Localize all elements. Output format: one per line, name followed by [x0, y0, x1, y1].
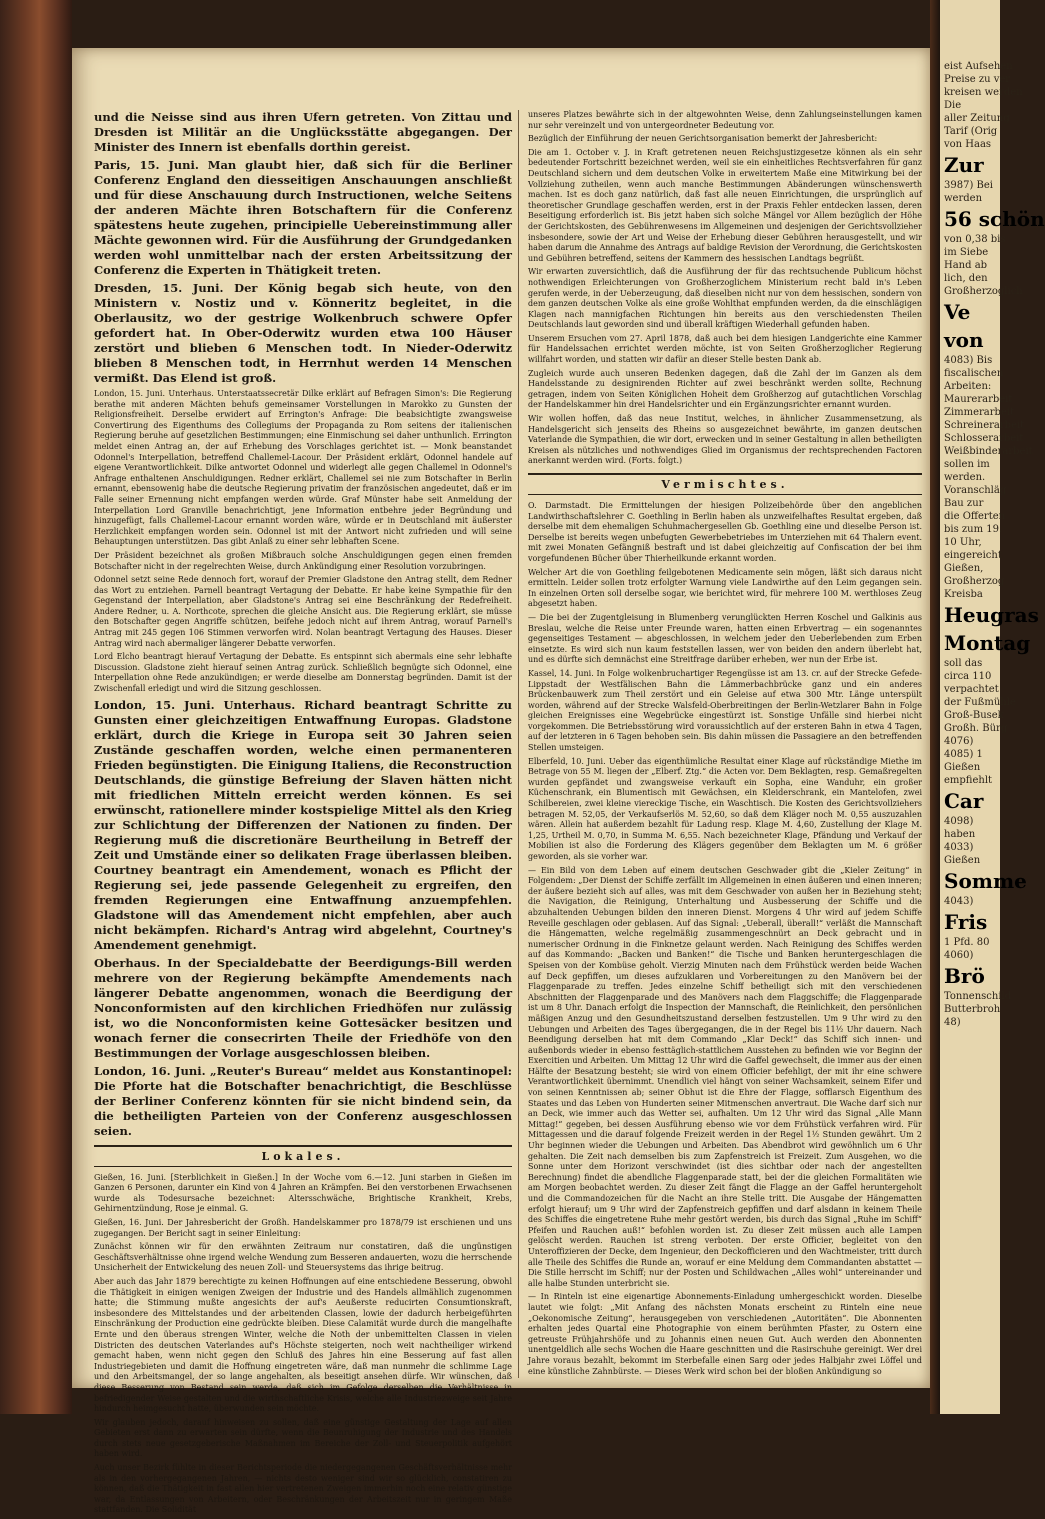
page-gutter [930, 0, 940, 1414]
next-page-line: aller Zeitung [944, 113, 1010, 124]
verm-kassel: Kassel, 14. Juni. In Folge wolkenbruchartiger Regengüsse ist am 13. cr. auf der Strecke Gefede-Lippstadt der Westfälischen Bahn die Lämmerbachbrücke ganz und ein anderes Brückenbauwerk zum Theil zerstört und ein Geleise auf etwa 300 Mtr. Länge unterspült worden, während auf der Strecke Walsfeld-Oberbreitingen der Berlin-Wetzlarer Bahn in Folge gleichen Ereignisses eine Wegebrücke eingestürzt ist. Sonstige Unfälle sind hierbei nicht vorgekommen. Die Betriebsstörung wird voraussichtlich auf der ersteren Bahn in etwa 4 Tagen, auf der letzteren in 6 Tagen behoben sein. Bis dahin müssen die Passagiere an den betreffenden Stellen umsteigen. [528, 668, 922, 753]
next-page-line: Tonnenschild [944, 991, 1012, 1002]
report-cont-4: Wir erwarten zuversichtlich, daß die Ausführung der für das rechtsuchende Publicum höchst nothwendigen Erleichterungen von Großherzoglichem Ministerium recht bald in's Leben gerufen werde, in der Ueberzeugung, daß dieselben nicht nur von dem hessischen, sondern von dem ganzen deutschen Volke als eine große Wohlthat empfunden werden, da die einschlägigen Klagen nach mannigfachen Richtungen hin bereits aus den verschiedensten Theilen Deutschlands laut geworden sind und überall kräftigen Wiederhall gefunden haben. [528, 267, 922, 330]
newspaper-page [72, 48, 930, 1515]
next-page-line: soll das [944, 658, 983, 669]
next-page-line: 4076) [944, 736, 974, 747]
report-cont-1: unseres Platzes bewährte sich in der altgewohnten Weise, denn Zahlungseinstellungen kamen nur sehr vereinzelt und von untergeordneter Bedeutung vor. [528, 110, 922, 130]
next-page-line: lich, den [944, 273, 988, 284]
verm-elberfeld: Elberfeld, 10. Juni. Ueber das eigenthümliche Resultat einer Klage auf rückständige Miethe im Betrage von 55 M. liegen der „Elberf. Ztg.“ die Acten vor. Dem Beklagten, resp. Gemaßregelten wurden gepfändet und zwangsweise verkauft ein Sopha, eine Wanduhr, ein großer Küchenschrank, ein Blumentisch mit Gewächsen, ein Kleiderschrank, ein Mantelofen, zwei Schilbereien, zwei kleine viereckige Tische, ein Waschtisch. Die Kosten des Gerichtsvollziehers betragen M. 52,05, der Verkaufserlös M. 52,60, so daß dem Kläger noch M. 0,55 auszuzahlen wären. Allein hat außerdem bezahlt für Ladung resp. Klage M. 4,60, Zustellung der Klage M. 1,25, Urtheil M. 0,70, in Summa M. 6,55. Nach bezeichneter Klage, Pfändung und Verkauf der Mobilien ist also die Forderung des Klägers gegenüber dem Beklagten um M. 6 größer geworden, als sie vorher war. [528, 756, 922, 861]
next-page-line: bis zum 19. [944, 524, 1003, 535]
next-page-line: von [944, 328, 984, 352]
next-page-line: Preise zu ver [944, 74, 1011, 85]
column-divider [518, 110, 519, 1378]
next-page-line: Schlosserarbeit [944, 433, 1024, 444]
lokales-quote-3: Wir glauben jedoch, darauf hinweisen zu sollen, daß eine günstige Gestaltung der Lage auf allen Gebieten erst dann zu erwarten sein dürfte, wenn die Beunruhigung der Industrie und des Handels durch stets neue gesetzgeberische Maßnahmen im Bereiche der Zoll- und Steuerpolitik aufgehört haben wird. [94, 1417, 512, 1459]
next-page-line: von Haas [944, 139, 992, 150]
next-page-line: verpachtet [944, 684, 999, 695]
next-page-line: eist Aufsehen [944, 61, 1013, 72]
right-column [528, 110, 922, 1380]
next-page-line: fiscalischen [944, 368, 1004, 379]
book-binding [0, 0, 72, 1414]
next-page-line: Butterbroh [944, 1004, 1001, 1015]
next-page-line: Groß-Busek [944, 710, 1004, 721]
article-london-1-cont2: Odonnel setzt seine Rede dennoch fort, worauf der Premier Gladstone den Antrag stellt, dem Redner das Wort zu entziehen. Parnell beantragt Vertagung der Debatte. Er habe keine Sympathie für den Gegenstand der Interpellation, aber Gladstone's Antrag sei eine Beschränkung der Redefreiheit. Andere Redner, u. A. Northcote, sprechen die gleiche Ansicht aus. Die Regierung erklärt, sie müsse den Botschafter gegen Angriffe schützen, beifehe jedoch nicht auf ihrem Antrag, worauf Parnell's Antrag mit 245 gegen 106 Stimmen verworfen wird. Nolan beantragt Vertagung des Hauses. Dieser Antrag wird nach abermaliger längerer Debatte verworfen. [94, 575, 512, 648]
next-page-line: 1 Pfd. 80 [944, 937, 990, 948]
next-page-line: Kreisba [944, 589, 983, 600]
verm-darmstadt-cont: Welcher Art die von Goethling feilgebotenen Medicamente sein mögen, läßt sich daraus nicht ermitteln. Leider sollen trotz erfolgter Warnung viele Landwirthe auf den Leim gegangen sein. In einzelnen Orten soll derselbe sogar, wie berichtet wird, für mehrere 100 M. werthloses Zeug abgesetzt haben. [528, 567, 922, 609]
next-page-line: die Offerten [944, 511, 1006, 522]
next-page-line: werden. [944, 472, 986, 483]
next-page-line: eingereicht [944, 550, 1002, 561]
next-page-line: Die [944, 100, 962, 111]
section-heading-vermischtes: Vermischtes. [528, 473, 922, 495]
article-dresden: Dresden, 15. Juni. Der König begab sich heute, von den Ministern v. Nostiz und v. Könneritz begleitet, in die Oberlausitz, wo der gestrige Wolkenbruch schwere Opfer gefordert hat. In Ober-Oderwitz wurden etwa 100 Häuser zerstört und blieben 6 Menschen todt. In Nieder-Oderwitz blieben 8 Menschen todt, in Herrnhut werden 14 Menschen vermißt. Das Elend ist groß. [94, 281, 512, 385]
lokales-quote-2: Aber auch das Jahr 1879 berechtigte zu keinen Hoffnungen auf eine entschiedene Besserung, obwohl die Thätigkeit in einigen wenigen Zweigen der Industrie und des Handels allmählich zugenommen hatte; die Stimmung mußte angesichts der auf's Aeußerste reducirten Consumtionskraft, insbesondere des Mittelstandes und der arbeitenden Classen, lowie der dadurch herbeigeführten Einschränkung der Production eine gedrückte bleiben. Diese Calamität wurde durch die mangelhafte Ernte und den überaus strengen Winter, welche die Noth der unbemittelten Classen in vielen Districten des deutschen Vaterlandes auf's Höchste steigerten, noch weit nachtheiliger wirkend gemacht haben, wenn nicht gegen den Schluß des Jahres hin eine Besserung auf fast allen Industriegebieten und damit die Hoffnung eingetreten wäre, daß man nunmehr die schlimme Lage und den Arbeitsmangel, der so lange angehalten, als beseitigt ansehen dürfe. Wir wünschen, daß diese Besserung von Bestand sein werde, daß sich im Gefolge derselben die Verhältnisse in befriedigender Weise gestalten und die wirthschaftliche Krisis, welche alle Industriezweige seit Jahre hindurch heimgesucht hatte, überwunden sein möchte. [94, 1276, 512, 1414]
report-cont-5: Unserem Ersuchen vom 27. April 1878, daß auch bei dem hiesigen Landgerichte eine Kammer für Handelssachen errichtet werden möchte, ist von Seiten Großherzoglicher Regierung willfahrt worden, und statten wir dafür an dieser Stelle besten Dank ab. [528, 333, 922, 365]
next-page-line: circa 110 [944, 671, 992, 682]
lokales-quote-4: Auch unser Bezirk fühlte in dieser Berichtsperiode die niedergegangenen Geschäftsverhältnisse mehr als in den vorhergegangenen Jahren, — nichts desto weniger sind wir so glücklich, constatiren zu können, daß die Thätigkeit in fast allen hier vertretenen Zweigen immerhin noch eine relativ günstige war, da Entlassungen von Arbeitern, oder Beschränkungen der Arbeitszeit nur in geringem Maße stattfanden. Die Solidität [94, 1463, 512, 1515]
lokales-giessen-1: Gießen, 16. Juni. [Sterblichkeit in Gießen.] In der Woche vom 6.—12. Juni starben in Gießen im Ganzen 6 Personen, darunter ein Kind von 4 Jahren an Krämpfen. Bei den verstorbenen Erwachsenen wurde als Todesursache bezeichnet: Altersschwäche, Brightische Krankheit, Krebs, Gehirnentzündung, Rose je einmal. G. [94, 1172, 512, 1214]
article-neisse: und die Neisse sind aus ihren Ufern getreten. Von Zittau und Dresden ist Militär an die Unglücksstätte abgegangen. Der Minister des Innern ist ebenfalls dorthin gereist. [94, 110, 512, 154]
next-page-line: Somme [944, 869, 1027, 893]
article-paris: Paris, 15. Juni. Man glaubt hier, daß sich für die Berliner Conferenz England den diesseitigen Anschauungen anschließt und für diese Anschauung durch Instructionen, welche Seitens der anderen Mächte ihren Botschaftern für die Conferenz spätestens heute zugehen, principielle Uebereinstimmung aller Mächte gewonnen wird. Für die Ausführung der Grundgedanken werden wohl unmittelbar nach der ersten Arbeitssitzung der Conferenz die Experten in Thätigkeit treten. [94, 158, 512, 277]
article-london-1: London, 15. Juni. Unterhaus. Unterstaatssecretär Dilke erklärt auf Befragen Simon's: Die Regierung berathe mit anderen Mächten behufs gemeinsamer Vorstellungen in Marokko zu Gunsten der Religionsfreiheit. Derselbe erwidert auf Errington's Anfrage: Die beabsichtigte zwangsweise Convertirung des Eigenthums des Collegiums der Propaganda zu Rom seitens der italienischen Regierung beruhe auf gesetzlichen Bestimmungen; eine Einmischung sei daher unthunlich. Errington meldet einen Antrag an, der auf Erhebung des Vorschlages gerichtet ist. — Monk beanstandet Odonnel's Interpellation, betreffend Challemel-Lacour. Der Präsident erklärt, Odonnel handele auf eigene Verantwortlichkeit. Dilke antwortet Odonnel und widerlegt alle gegen Challemel in Odonnel's Anfrage enthaltenen Anschuldigungen. Redner erklärt, Challemel sei nie zum Botschafter in Berlin ernannt, ebensowenig habe die deutsche Regierung privatim der französischen angedeutet, daß er im Falle seiner Ernennung nicht empfangen werden würde. Graf Münster habe seit Anmeldung der Interpellation Lord Granville benachrichtigt, jene Information entbehre jeder Begründung und hinzugefügt, falls Challemel-Lacour ernannt worden wäre, würde er in Deutschland mit äußerster Herzlichkeit empfangen worden sein. Odonnel ist mit der Antwort nicht zufrieden und will seine Behauptungen unterstützen. Das gibt Anlaß zu einer sehr lebhaften Scene. [94, 389, 512, 547]
verm-blumenberg: — Die bei der Zugentgleisung in Blumenberg verunglückten Herren Koschel und Galkinis aus Breslau, welche die Reise unter Freunde waren, hatten einen Erbvertrag — ein sogenanntes gegenseitiges Testament — abgeschlossen, in welchem jeder den Ueberlebenden zum Erben einsetzte. Es wird sich nun kaum feststellen lassen, wer von beiden den andern überlebt hat, und es dürfte sich demnächst eine Streitfrage darüber erheben, wer nun der Erbe ist. [528, 612, 922, 665]
next-page-line: Voranschläg [944, 485, 1007, 496]
report-cont-7: Wir wollen hoffen, daß das neue Institut, welches, in ähnlicher Zusammensetzung, als Handelsgericht sich jenseits des Rheins so ausgezeichnet bewährte, im ganzen deutschen Vaterlande die Sympathien, die wir dort, erwecken und in seiner Gestaltung in allen betheiligten Kreisen als nützliches und nothwendiges Glied im Organismus der rechtsprechenden Factoren anerkannt werden wird. (Forts. folgt.) [528, 414, 922, 466]
next-page-line: Tarif (Orig [944, 126, 998, 137]
next-page-line: Bau zur [944, 498, 984, 509]
next-page-line: Car [944, 789, 984, 813]
section-heading-lokales: Lokales. [94, 1145, 512, 1167]
lokales-giessen-2: Gießen, 16. Juni. Der Jahresbericht der Großh. Handelskammer pro 1878/79 ist erschienen und uns zugegangen. Der Bericht sagt in seiner Einleitung: [94, 1218, 512, 1238]
next-page-line: Hand ab [944, 260, 988, 271]
next-page-line: Schreinerarbeit [944, 420, 1025, 431]
next-page-line: Heugras [944, 603, 1039, 627]
verm-geschwader: — Ein Bild von dem Leben auf einem deutschen Geschwader gibt die „Kieler Zeitung“ in Folgendem: „Der Dienst der Schiffe zerfällt im Allgemeinen in einen äußeren und einen inneren; der äußere bezieht sich auf alles, was mit dem Geschwader von außen her in Beziehung steht; die Navigation, die Reinigung, Unterhaltung und Ausbesserung der Schiffe und die abzuhaltenden Uebungen bilden den inneren Dienst. Morgens 4 Uhr wird auf jedem Schiffe Reveille geschlagen oder geblasen. Auf das Signal: „Ueberall, überall!“ verläßt die Mannschaft die Hängematten, welche regelmäßig zusammengeschnürt an Deck gebracht und in numerischer Ordnung in die Finknetze gelaunt werden. Nach Reinigung des Schiffes werden auf das Kommando: „Backen und Banken!“ die Tische und Banken heruntergeschlagen die Speisen von der Kombüse geholt. Vierzig Minuten nach dem Frühstück werden beide Wachen auf Deck gepfiffen, um dieses aufzuklaren und Vorbereitungen zu den Manövern bei der Flaggenparade zu treffen. Jedes einzelne Schiff betheiligt sich mit den verschiedenen Abschnitten der Flaggenparade und des Manövers nach dem Flaggschiffe; die Flaggenparade ist um 8 Uhr. Danach erfolgt die Inspection der Mannschaft, die Reinlichkeit, den persönlichen mäßigen Anzug und den Gesundheitszustand derselben festzustellen. Um 9 Uhr wird zu den Uebungen und Arbeiten des Tages übergegangen, die in der Regel bis 11½ Uhr dauern. Nach Beendigung derselben hat mit dem Commando „Klar Deck!“ das Schiff sich innen- und außenbords wieder in ebenso festtäglich-stattlichem Ausstehen zu befinden wie vor Beginn der Exercitien und Arbeiten. Um Mittag 12 Uhr wird die Gaffel gewechselt, die immer aus der einen Hälfte der Besatzung besteht; sie wird von einem Officier befehligt, der mit ihr eine schwere Verantwortlichkeit übernimmt. Unendlich viel hängt von seiner Wachsamkeit, seinem Eifer und von seinen Kenntnissen ab; seiner Obhut ist die Ehre der Flagge, sofflarsch Eigenthum des Staates und das Leben von Hunderten seiner Mitmenschen anvertraut. Die Wache darf sich nur an Deck, wie immer auch das Wetter sei, aufhalten. Um 12 Uhr wird das Signal „Alle Mann Mittag!“ gegeben, bei dessen Ausführung ebenso wie vor dem Frühstück verfahren wird. Für Mittagessen und die darauf folgende Freizeit werden in der Regel 1½ Stunden gewährt. Um 2 Uhr beginnen wieder die Uebungen und Arbeiten. Das Abendbrot wird gewöhnlich um 6 Uhr gehalten. Die Zeit nach demselben bis zum Zapfenstreich ist Freizeit. Zum Ausgehen, wo die Sonne unter dem Horizont verschwindet (ist dies sichtbar oder nach der angestellten Berechnung) findet die abendliche Flaggenparade statt, bei der die gleichen Formalitäten wie am Morgen beobachtet werden. Zu dieser Zeit fängt die Flagge an der Gaffel heruntergeholt und die Commandozeichen für die Nacht an ihre Stelle tritt. Die Ausgabe der Hängematten erfolgt hierauf; um 9 Uhr wird der Zapfenstreich gepfiffen und darf alsdann in keinem Theile des Schiffes die eingetretene Ruhe mehr gestört werden, bis durch das Signal „Ruhe im Schiff“ Pfeifen und Rauchen auß!“ befohlen worden ist. Zu dieser Zeit müssen auch alle Lampen gelöscht werden. Rauchen ist streng verboten. Der erste Officier, begleitet von den Unteroffizieren der Decke, dem Ingenieur, den Deckofficieren und den Wachtmeister, tritt durch alle Theile des Schiffes die Runde an, worauf er eine Meldung dem Commandanten abstattet — Die Stille herrscht im Schiff; nur der Posten und Schildwachen „Alles wohl“ untereinander und alle halbe Stunden unterbricht sie. [528, 865, 922, 1288]
verm-darmstadt: O. Darmstadt. Die Ermittelungen der hiesigen Polizeibehörde über den angeblichen Landwirthschaftslehrer C. Goethling in Berlin haben als unzweifelhaftes Resultat ergeben, daß derselbe mit dem ehemaligen Schuhmachergesellen Gb. Goethling eine und dieselbe Person ist. Derselbe ist bereits wegen unbefugten Gewerbebetriebes im Unterziehen mit 64 Thalern event. mit zwei Monaten Gefängniß bestraft und ist dabei gleichzeitig auf Confiscation der bei ihm vorgefundenen Bücher über Thierheilkunde erkannt worden. [528, 501, 922, 563]
next-page-line: Ve [944, 300, 971, 324]
next-page-line: haben [944, 829, 976, 840]
next-page-line: werden [944, 193, 983, 204]
next-page-line: Gießen [944, 762, 981, 773]
next-page-fragment [940, 0, 1045, 1414]
report-cont-6: Zugleich wurde auch unseren Bedenken dagegen, daß die Zahl der im Ganzen als dem Handelsstande zu designirenden Richter auf zwei beschränkt werden sollte, Rechnung getragen, indem von Seiten Königlichen Hoheit dem Großherzog auf gutachtlichen Vorschlag der Handelskammer hin drei Handelsrichter und ein Ergänzungsrichter ernannt wurden. [528, 368, 922, 410]
next-page-line: Großherzoglich [944, 286, 1023, 297]
next-page-line: Großh. Bürg [944, 723, 1008, 734]
next-page-line: Weißbinderarbeit [944, 446, 1033, 457]
next-page-line: 56 schön [944, 207, 1045, 231]
article-reuter: London, 16. Juni. „Reuter's Bureau“ meldet aus Konstantinopel: Die Pforte hat die Botschafter benachrichtigt, die Beschlüsse der Berliner Conferenz könnten für sie nicht bindend sein, da die betheiligten Parteien von der Conferenz ausgeschlossen seien. [94, 1063, 512, 1138]
next-page-line: Gießen, [944, 563, 984, 574]
article-oberhaus: Oberhaus. In der Specialdebatte der Beerdigungs-Bill werden mehrere von der Regierung bekämpfte Amendements nach längerer Debatte angenommen, wonach die Beerdigung der Nonconformisten auf den kirchlichen Friedhöfen nur zulässig ist, wo die Nonconformisten keine Gottesäcker besitzen und wonach ferner die consecrirten Theile der Friedhöfe von den Bestimmungen der Vorlage ausgeschlossen bleiben. [94, 955, 512, 1060]
next-page-line: Großherzog [944, 576, 1005, 587]
next-page-line: 3987) Bei [944, 180, 993, 191]
next-page-line: 4085) 1 [944, 749, 983, 760]
report-cont-3: Die am 1. October v. J. in Kraft getretenen neuen Reichsjustizgesetze können als ein sehr bedeutender Fortschritt bezeichnet werden, weil sie ein einheitliches Rechtsverfahren für ganz Deutschland sichern und dem deutschen Volke in erweitertem Maße eine Mitwirkung bei der Vollziehung zutheilen, wenn auch manche Bestimmungen Abänderungen wünschenswerth machen. Ist es doch ganz natürlich, daß fast alle neuen Einrichtungen, die ursprünglich auf theoretischer Grundlage geschaffen werden, erst in der Praxis Fehler entdecken lassen, deren Beseitigung erforderlich ist. Bis jetzt haben sich solche Mängel vor Allem bezüglich der Höhe der Gerichtskosten, des Gebührenwesens im Allgemeinen und desjenigen der Gerichtsvollzieher insbesondere, sowie der Art und Weise der Erhebung dieser Gebühren herausgestellt, und wir haben darum die Annahme des Antrags auf baldige Revision der Verordnung, die Gerichtskosten und Gebühren betreffend, seitens der Kammern des hessischen Landtags begrüßt. [528, 147, 922, 263]
next-page-line: 4098) [944, 816, 974, 827]
next-page-line: Fris [944, 910, 988, 934]
next-page-line: Zur [944, 153, 984, 177]
lokales-quote-1: Zunächst können wir für den erwähnten Zeitraum nur constatiren, daß die ungünstigen Geschäftsverhältnisse ohne irgend welche Wendung zum Besseren andauerten, wozu die herrschende Unsicherheit der Entwickelung des neuen Zoll- und Steuersystems das ihrige beitrug. [94, 1242, 512, 1273]
next-page-line: Brö [944, 964, 985, 988]
next-page-line: 4060) [944, 950, 974, 961]
next-page-line: Montag [944, 631, 1031, 655]
next-page-line: Arbeiten: [944, 381, 992, 392]
next-page-line: 4043) [944, 896, 974, 907]
next-page-line: 4083) Bis [944, 355, 993, 366]
article-london-1-cont: Der Präsident bezeichnet als großen Mißbrauch solche Anschuldigungen gegen einen fremden Botschafter nicht in der regelrechten Weise, durch Ankündigung einer Resolution vorzubringen. [94, 550, 512, 571]
next-page-line: 4033) [944, 842, 974, 853]
report-cont-2: Bezüglich der Einführung der neuen Gerichtsorganisation bemerkt der Jahresbericht: [528, 134, 878, 144]
next-page-line: 10 Uhr, [944, 537, 982, 548]
next-page-line: der Fußmühle [944, 697, 1016, 708]
next-page-line: von 0,38 bis [944, 234, 1006, 245]
verm-rinteln: — In Rinteln ist eine eigenartige Abonnements-Einladung umhergeschickt worden. Dieselbe lautet wie folgt: „Mit Anfang des nächsten Monats erscheint zu Rinteln eine neue „Oekonomische Zeitung“, herausgegeben von verschiedenen „Autoritäten“. Die Abonnenten erhalten jedes Quartal eine Photographie von einem berühmten Pfaster, zu Ostern eine getreuste Frühjahrshöfe und zu Johannis einen neuen Gut. Auch werden den Abonnenten unentgeldlich alle sechs Wochen die Haare geschnitten und die Rasirschuhe gereinigt. Wer drei Jahre voraus bezahlt, bekommt im Sterbefalle einen Sarg oder jedes Halbjahr zwei Löffel und eine künstliche Zahnbürste. — Dieses Werk wird schon bei der bloßen Ankündigung so [528, 1292, 922, 1376]
next-page-line: Gießen [944, 855, 981, 866]
next-page-line: kreisen werden [944, 87, 1023, 98]
next-page-line: im Siebe [944, 247, 989, 258]
next-page-line: Zimmerarbeit [944, 407, 1015, 418]
next-page-line: empfiehlt [944, 775, 993, 786]
next-page-line: sollen im [944, 459, 990, 470]
article-london-2: London, 15. Juni. Unterhaus. Richard beantragt Schritte zu Gunsten einer gleichzeitigen Entwaffnung Europas. Gladstone erklärt, durch die Kriege in Europa seit 30 Jahren seien Zustände geschaffen worden, welche einen permanenteren Frieden begünstigten. Die Einigung Italiens, die Reconstruction Deutschlands, die günstige Befreiung der Slaven hätten nicht mit friedlichen Mitteln erreicht werden können. Es sei erwünscht, rationellere minder kostspielige Mittel als den Krieg zur Schlichtung der Differenzen der Nationen zu finden. Der Regierung muß die discretionäre Beurtheilung in Betreff der Zeit und Umstände einer so delikaten Frage überlassen bleiben. Courtney beantragt ein Amendement, wonach es Pflicht der Regierung sei, jede passende Gelegenheit zu ergreifen, den fremden Regierungen eine Entwaffnung anzuempfehlen. Gladstone will das Amendement nicht empfehlen, aber auch nicht bekämpfen. Richard's Antrag wird abgelehnt, Courtney's Amendement genehmigt. [94, 697, 512, 952]
next-page-line: 48) [944, 1017, 961, 1028]
article-london-1-cont3: Lord Elcho beantragt hierauf Vertagung der Debatte. Es entspinnt sich abermals eine sehr lebhafte Discussion. Gladstone zieht hierauf seinen Antrag zurück. Schließlich begnügte sich Odonnel, eine Interpellation ohne Rede anzukündigen; er werde dieselbe am Donnerstag begründen. Damit ist der Zwischenfall erledigt und wird die Sitzung geschlossen. [94, 652, 512, 694]
left-column [94, 110, 512, 1519]
next-page-line: Maurerarbeit [944, 394, 1013, 405]
